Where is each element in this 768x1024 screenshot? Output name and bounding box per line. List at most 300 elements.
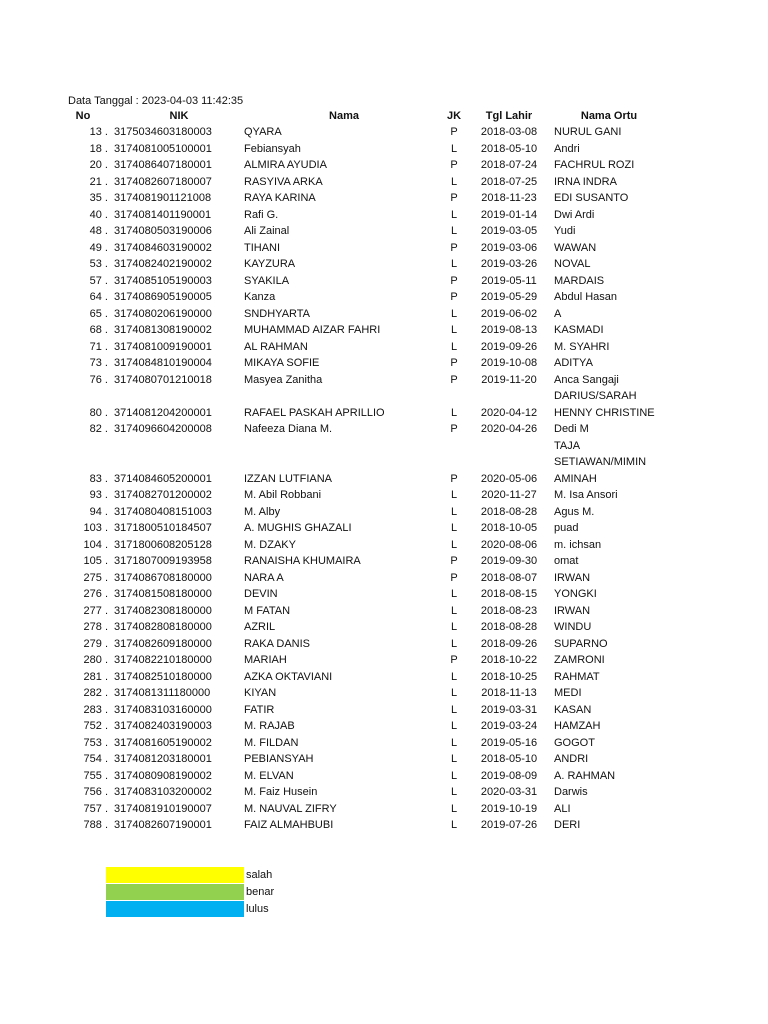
cell-nik: 3174081005100001: [114, 142, 212, 155]
cell-no: 757 .: [83, 802, 108, 815]
cell-tgl-lahir: 2018-03-08: [480, 126, 538, 138]
cell-jk: L: [450, 406, 458, 419]
table-row: [58, 751, 664, 768]
cell-tgl-lahir: 2019-03-05: [480, 225, 538, 237]
cell-tgl-lahir: 2019-10-19: [480, 802, 538, 815]
cell-nama: Rafi G.: [244, 208, 279, 221]
cell-jk: L: [450, 505, 458, 518]
cell-jk: L: [450, 258, 458, 270]
cell-nik: 3174082609180000: [114, 637, 212, 650]
cell-tgl-lahir: 2019-11-20: [481, 373, 537, 386]
cell-nama-ortu: Anca Sangaji: [554, 373, 619, 386]
cell-nama: M FATAN: [244, 604, 291, 617]
table-row: [58, 553, 664, 570]
nama-ortu-line: TAJA: [554, 439, 581, 452]
cell-no: 68 .: [89, 324, 108, 336]
table-row: [58, 537, 664, 554]
cell-tgl-lahir: 2018-09-26: [480, 637, 538, 650]
cell-tgl-lahir: 2020-11-27: [481, 489, 537, 501]
cell-no: 57 .: [89, 274, 108, 287]
table-row: [58, 339, 664, 356]
cell-no: 13 .: [89, 126, 108, 138]
cell-tgl-lahir: 2018-08-15: [480, 588, 538, 600]
cell-nama: SNDHYARTA: [244, 307, 311, 320]
cell-jk: P: [450, 192, 458, 204]
cell-nik: 3174082402190002: [114, 258, 212, 270]
cell-no: 18 .: [89, 142, 108, 155]
cell-nik: 3171807009193958: [114, 555, 212, 567]
cell-nik: 3174081901121008: [114, 192, 212, 204]
cell-jk: P: [450, 654, 458, 666]
table-row: [58, 190, 664, 207]
cell-no: 753 .: [83, 736, 108, 749]
table-row: [58, 487, 664, 504]
cell-no: 76 .: [89, 373, 108, 386]
cell-nama: AL RAHMAN: [244, 340, 308, 353]
table-row: [58, 784, 664, 801]
cell-no: 82 .: [89, 423, 108, 435]
cell-tgl-lahir: 2018-05-10: [480, 142, 538, 155]
cell-nama: MARIAH: [244, 654, 287, 666]
cell-tgl-lahir: 2019-01-14: [480, 208, 538, 221]
cell-tgl-lahir: 2019-08-09: [480, 769, 538, 782]
cell-jk: L: [450, 604, 458, 617]
cell-nama: RANAISHA KHUMAIRA: [244, 555, 361, 567]
cell-jk: P: [450, 555, 458, 567]
cell-nama: M. Faiz Husein: [244, 786, 318, 798]
cell-jk: L: [450, 307, 458, 320]
table-row: [58, 520, 664, 537]
table-row: [58, 636, 664, 653]
cell-nama: M. Abil Robbani: [244, 489, 322, 501]
table-row: [58, 240, 664, 257]
cell-nama: RAFAEL PASKAH APRILLIO: [244, 406, 385, 419]
cell-nama-ortu: Dedi M: [554, 423, 589, 435]
cell-jk: L: [450, 753, 458, 765]
cell-nama-ortu: Andri: [554, 142, 580, 155]
cell-nama: Nafeeza Diana M.: [244, 423, 333, 435]
cell-jk: L: [450, 670, 458, 683]
cell-tgl-lahir: 2019-03-24: [480, 720, 538, 732]
table-row: [58, 421, 664, 438]
table-row: [58, 355, 664, 372]
color-legend: [106, 866, 274, 917]
cell-jk: P: [450, 571, 458, 584]
cell-nama-ortu: Darwis: [554, 786, 588, 798]
cell-no: 71 .: [89, 340, 108, 353]
col-header-jk: JK: [446, 110, 462, 122]
cell-no: 279 .: [83, 637, 108, 650]
cell-tgl-lahir: 2019-09-30: [480, 555, 538, 567]
cell-nik: 3174081308190002: [114, 324, 212, 336]
cell-tgl-lahir: 2019-05-16: [480, 736, 538, 749]
cell-nama-ortu: RAHMAT: [554, 670, 600, 683]
cell-jk: P: [450, 373, 458, 386]
cell-nik: 3174082607190001: [114, 819, 212, 831]
cell-nama-ortu: omat: [554, 555, 579, 567]
cell-no: 73 .: [89, 357, 108, 369]
cell-jk: L: [450, 324, 458, 336]
cell-nama-ortu: Yudi: [554, 225, 576, 237]
cell-nama: AZRIL: [244, 621, 276, 633]
cell-jk: L: [450, 819, 458, 831]
cell-no: 280 .: [83, 654, 108, 666]
cell-nik: 3174086708180000: [114, 571, 212, 584]
cell-nik: 3174082510180000: [114, 670, 212, 683]
cell-tgl-lahir: 2019-03-06: [480, 241, 538, 254]
cell-nama-ortu: WAWAN: [554, 241, 597, 254]
table-row: [58, 586, 664, 603]
table-row: [58, 768, 664, 785]
table-row: [58, 735, 664, 752]
cell-nama-ortu: MARDAIS: [554, 274, 605, 287]
cell-no: 278 .: [83, 621, 108, 633]
cell-jk: P: [450, 423, 458, 435]
cell-nama-ortu: ANDRI: [554, 753, 589, 765]
cell-tgl-lahir: 2018-10-05: [480, 522, 538, 534]
cell-no: 105 .: [83, 555, 108, 567]
cell-nama-ortu: m. ichsan: [554, 538, 602, 551]
cell-nik: 3714081204200001: [114, 406, 212, 419]
cell-nama: MIKAYA SOFIE: [244, 357, 320, 369]
cell-nama-ortu: M. SYAHRI: [554, 340, 610, 353]
col-header-tgl-lahir: Tgl Lahir: [485, 110, 533, 122]
cell-nik: 3174082403190003: [114, 720, 212, 732]
cell-jk: L: [450, 687, 458, 699]
legend-swatch: [106, 867, 244, 883]
table-row: [58, 504, 664, 521]
table-row: [58, 652, 664, 669]
table-row: [58, 174, 664, 191]
cell-tgl-lahir: 2019-03-31: [480, 703, 538, 716]
cell-no: 20 .: [89, 159, 108, 171]
cell-no: 35 .: [89, 192, 108, 204]
cell-no: 93 .: [89, 489, 108, 501]
legend-label: lulus: [246, 902, 269, 915]
legend-item-lulus: [106, 900, 274, 917]
cell-tgl-lahir: 2018-07-24: [480, 159, 538, 171]
cell-jk: L: [450, 637, 458, 650]
cell-jk: P: [450, 126, 458, 138]
cell-nama: M. FILDAN: [244, 736, 299, 749]
cell-no: 283 .: [83, 703, 108, 716]
cell-nama: M. Alby: [244, 505, 281, 518]
cell-nama: IZZAN LUTFIANA: [244, 472, 333, 485]
cell-nama-ortu: EDI SUSANTO: [554, 192, 629, 204]
cell-nama: SYAKILA: [244, 274, 290, 287]
cell-no: 53 .: [89, 258, 108, 270]
cell-nik: 3174080503190006: [114, 225, 212, 237]
table-row: [58, 619, 664, 636]
cell-nama-ortu: SUPARNO: [554, 637, 608, 650]
cell-no: 281 .: [83, 670, 108, 683]
cell-nama-ortu: FACHRUL ROZI: [554, 159, 635, 171]
cell-nik: 3174081508180000: [114, 588, 212, 600]
cell-nama-ortu: IRWAN: [554, 571, 591, 584]
cell-nama-ortu: WINDU: [554, 621, 592, 633]
cell-jk: P: [450, 472, 458, 485]
table-body: [58, 124, 664, 834]
cell-jk: L: [450, 736, 458, 749]
cell-nik: 3174081910190007: [114, 802, 212, 815]
cell-tgl-lahir: 2018-08-23: [480, 604, 538, 617]
cell-tgl-lahir: 2019-09-26: [480, 340, 538, 353]
cell-tgl-lahir: 2020-05-06: [480, 472, 538, 485]
cell-nik: 3174082808180000: [114, 621, 212, 633]
cell-nik: 3174086407180001: [114, 159, 212, 171]
table-row: [58, 306, 664, 323]
cell-nama-ortu: GOGOT: [554, 736, 595, 749]
cell-nik: 3174082701200002: [114, 489, 212, 501]
cell-no: 752 .: [83, 720, 108, 732]
table-row: [58, 603, 664, 620]
table-row: [58, 817, 664, 834]
cell-jk: P: [450, 357, 458, 369]
cell-tgl-lahir: 2019-08-13: [480, 324, 538, 336]
cell-jk: L: [450, 175, 458, 188]
cell-nama-ortu: NURUL GANI: [554, 126, 622, 138]
cell-nik: 3174083103200002: [114, 786, 212, 798]
legend-label: salah: [246, 868, 273, 881]
legend-label: benar: [246, 885, 275, 898]
cell-tgl-lahir: 2019-05-11: [481, 274, 537, 287]
cell-jk: L: [450, 225, 458, 237]
cell-nik: 3174084603190002: [114, 241, 212, 254]
cell-tgl-lahir: 2020-04-12: [480, 406, 538, 419]
cell-jk: L: [450, 142, 458, 155]
cell-nama: FAIZ ALMAHBUBI: [244, 819, 334, 831]
nama-ortu-line: SETIAWAN/MIMIN: [554, 456, 647, 468]
cell-nama-ortu: KASAN: [554, 703, 592, 716]
cell-jk: L: [450, 522, 458, 534]
cell-nik: 3174084810190004: [114, 357, 212, 369]
cell-no: 65 .: [89, 307, 108, 320]
cell-tgl-lahir: 2018-07-25: [480, 175, 538, 188]
cell-nik: 3174080908190002: [114, 769, 212, 782]
cell-nama-ortu: KASMADI: [554, 324, 604, 336]
cell-nama: RAYA KARINA: [244, 192, 316, 204]
cell-no: 83 .: [89, 472, 108, 485]
cell-nama: Masyea Zanitha: [244, 373, 323, 386]
cell-tgl-lahir: 2019-06-02: [480, 307, 538, 320]
cell-nama-ortu: Agus M.: [554, 505, 595, 518]
cell-nama: M. NAUVAL ZIFRY: [244, 802, 337, 815]
cell-nama: ALMIRA AYUDIA: [244, 159, 327, 171]
cell-nama: RASYIVA ARKA: [244, 175, 323, 188]
cell-nama-ortu: DERI: [554, 819, 581, 831]
cell-jk: L: [450, 786, 458, 798]
nama-ortu-line: HENNY CHRISTINE: [554, 406, 655, 419]
cell-no: 276 .: [83, 588, 108, 600]
cell-nama-ortu: NOVAL: [554, 258, 591, 270]
cell-no: 40 .: [89, 208, 108, 221]
cell-nik: 3175034603180003: [114, 126, 212, 138]
table-row: [58, 273, 664, 290]
cell-no: 94 .: [89, 505, 108, 518]
table-row: [58, 289, 664, 306]
cell-nama: Kanza: [244, 291, 276, 303]
legend-swatch: [106, 884, 244, 900]
cell-nama: A. MUGHIS GHAZALI: [244, 522, 352, 534]
cell-nama: AZKA OKTAVIANI: [244, 670, 333, 683]
cell-tgl-lahir: 2018-10-25: [480, 670, 538, 683]
cell-jk: L: [450, 538, 458, 551]
cell-nama: PEBIANSYAH: [244, 753, 314, 765]
col-header-nama: Nama: [329, 110, 359, 122]
cell-jk: P: [450, 241, 458, 254]
cell-tgl-lahir: 2018-11-23: [481, 192, 537, 204]
cell-nama: TIHANI: [244, 241, 281, 254]
nama-ortu-line: DARIUS/SARAH: [554, 390, 637, 402]
cell-nama: QYARA: [244, 126, 282, 138]
cell-tgl-lahir: 2019-03-26: [480, 258, 538, 270]
table-row: [58, 669, 664, 686]
cell-tgl-lahir: 2019-05-29: [480, 291, 538, 303]
cell-nama: M. DZAKY: [244, 538, 296, 551]
cell-nama: KIYAN: [244, 687, 277, 699]
cell-nama: Ali Zainal: [244, 225, 290, 237]
cell-nama-ortu: A. RAHMAN: [554, 769, 616, 782]
table-row: [58, 124, 664, 141]
cell-no: 754 .: [83, 753, 108, 765]
cell-nik: 3174081605190002: [114, 736, 212, 749]
cell-nama-ortu: MEDI: [554, 687, 582, 699]
cell-nama-ortu: [554, 388, 664, 421]
cell-tgl-lahir: 2019-07-26: [480, 819, 538, 831]
table-row: [58, 801, 664, 818]
data-date-line: Data Tanggal : 2023-04-03 11:42:35: [68, 95, 244, 107]
cell-nik: 3174082607180007: [114, 175, 212, 188]
cell-tgl-lahir: 2018-11-13: [481, 687, 537, 699]
student-table: [58, 109, 664, 834]
cell-nama-ortu: YONGKI: [554, 588, 597, 600]
cell-nama: NARA A: [244, 571, 284, 584]
cell-nama: RAKA DANIS: [244, 637, 311, 650]
cell-nama-ortu: ADITYA: [554, 357, 593, 369]
cell-no: 755 .: [83, 769, 108, 782]
col-header-nama-ortu: Nama Ortu: [580, 110, 638, 122]
table-row: [58, 207, 664, 224]
cell-nik: 3174080408151003: [114, 505, 212, 518]
cell-no: 277 .: [83, 604, 108, 617]
cell-tgl-lahir: 2018-08-28: [480, 621, 538, 633]
cell-jk: L: [450, 802, 458, 815]
cell-jk: L: [450, 588, 458, 600]
cell-nama: M. ELVAN: [244, 769, 294, 782]
table-row: [58, 388, 664, 421]
cell-nik: 3714084605200001: [114, 472, 212, 485]
cell-nik: 3174082210180000: [114, 654, 212, 666]
table-row: [58, 322, 664, 339]
table-row: [58, 141, 664, 158]
cell-no: 756 .: [83, 786, 108, 798]
table-row: [58, 256, 664, 273]
cell-nama: KAYZURA: [244, 258, 296, 270]
cell-jk: L: [450, 208, 458, 221]
cell-tgl-lahir: 2020-08-06: [480, 538, 538, 551]
cell-jk: L: [450, 340, 458, 353]
cell-nik: 3174081009190001: [114, 340, 212, 353]
cell-no: 80 .: [89, 406, 108, 419]
cell-nik: 3174096604200008: [114, 423, 212, 435]
cell-nik: 3171800608205128: [114, 538, 212, 551]
legend-item-salah: [106, 866, 274, 883]
cell-no: 282 .: [83, 687, 108, 699]
cell-nik: 3174085105190003: [114, 274, 212, 287]
cell-no: 104 .: [83, 538, 108, 551]
cell-nik: 3174086905190005: [114, 291, 212, 303]
legend-swatch: [106, 901, 244, 917]
legend-item-benar: [106, 883, 274, 900]
cell-nik: 3174082308180000: [114, 604, 212, 617]
table-row: [58, 372, 664, 389]
cell-nik: 3174081401190001: [114, 208, 212, 221]
cell-nama-ortu: ZAMRONI: [554, 654, 605, 666]
cell-nik: 3174083103160000: [114, 703, 212, 716]
table-row: [58, 718, 664, 735]
cell-jk: L: [450, 489, 458, 501]
cell-nama: M. RAJAB: [244, 720, 295, 732]
table-row: [58, 702, 664, 719]
table-row: [58, 157, 664, 174]
col-header-nik: NIK: [169, 110, 189, 122]
cell-nama-ortu: IRWAN: [554, 604, 591, 617]
cell-tgl-lahir: 2019-10-08: [480, 357, 538, 369]
cell-nik: 3174080701210018: [114, 373, 212, 386]
cell-jk: L: [450, 703, 458, 716]
table-row: [58, 570, 664, 587]
cell-nama-ortu: Dwi Ardi: [554, 208, 595, 221]
cell-nama: MUHAMMAD AIZAR FAHRI: [244, 324, 381, 336]
nama-ortu-line: AMINAH: [554, 472, 597, 485]
table-row: [58, 223, 664, 240]
cell-no: 21 .: [89, 175, 108, 188]
cell-no: 48 .: [89, 225, 108, 237]
table-header-row: [58, 109, 664, 124]
cell-nama-ortu: ALI: [554, 802, 571, 815]
cell-tgl-lahir: 2020-03-31: [480, 786, 538, 798]
cell-nama-ortu: A: [554, 307, 562, 320]
cell-no: 49 .: [89, 241, 108, 254]
cell-jk: P: [450, 159, 458, 171]
cell-tgl-lahir: 2018-10-22: [480, 654, 538, 666]
cell-tgl-lahir: 2018-08-28: [480, 505, 538, 518]
cell-nik: 3174080206190000: [114, 307, 212, 320]
cell-nama-ortu: M. Isa Ansori: [554, 489, 618, 501]
cell-nama-ortu: [554, 438, 664, 488]
cell-nama: Febiansyah: [244, 142, 301, 155]
cell-nama: DEVIN: [244, 588, 278, 600]
cell-jk: L: [450, 621, 458, 633]
cell-tgl-lahir: 2020-04-26: [480, 423, 538, 435]
cell-no: 788 .: [83, 819, 108, 831]
cell-jk: P: [450, 291, 458, 303]
cell-nama-ortu: puad: [554, 522, 579, 534]
cell-no: 64 .: [89, 291, 108, 303]
cell-tgl-lahir: 2018-05-10: [480, 753, 538, 765]
table-row: [58, 438, 664, 488]
cell-jk: P: [450, 274, 458, 287]
cell-jk: L: [450, 769, 458, 782]
cell-nik: 3174081203180001: [114, 753, 212, 765]
cell-nama-ortu: HAMZAH: [554, 720, 601, 732]
table-row: [58, 685, 664, 702]
cell-nama-ortu: Abdul Hasan: [554, 291, 617, 303]
cell-nik: 3174081311180000: [114, 687, 211, 699]
cell-nik: 3171800510184507: [114, 522, 212, 534]
col-header-no: No: [75, 110, 91, 122]
cell-jk: L: [450, 720, 458, 732]
